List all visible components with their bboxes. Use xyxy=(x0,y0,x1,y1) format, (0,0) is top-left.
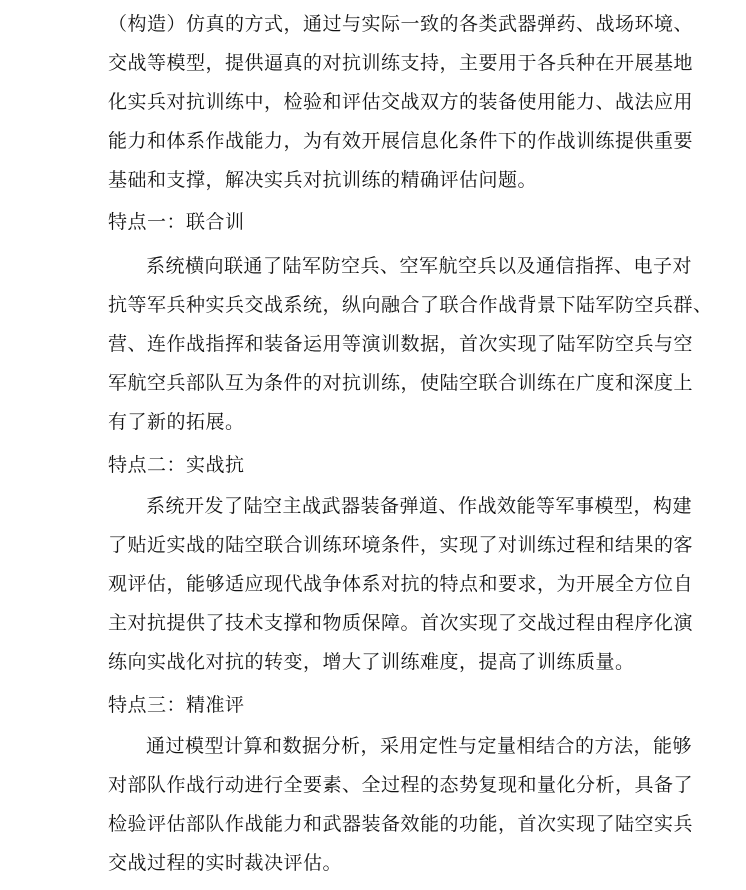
section-3-line: 交战过程的实时裁决评估。 xyxy=(108,852,343,874)
intro-line: 能力和体系作战能力，为有效开展信息化条件下的作战训练提供重要 xyxy=(108,130,694,152)
section-3-line: 检验评估部队作战能力和武器装备效能的功能，首次实现了陆空实兵 xyxy=(108,813,694,835)
section-2-line: 练向实战化对抗的转变，增大了训练难度，提高了训练质量。 xyxy=(108,651,635,673)
section-2-line: 了贴近实战的陆空联合训练环境条件，实现了对训练过程和结果的客 xyxy=(108,534,694,556)
section-1-line: 有了新的拓展。 xyxy=(108,411,245,433)
section-1-line: 抗等军兵种实兵交战系统，纵向融合了联合作战背景下陆军防空兵群、 xyxy=(108,294,713,316)
section-heading-1: 特点一：联合训 xyxy=(108,211,245,233)
intro-line: 化实兵对抗训练中，检验和评估交战双方的装备使用能力、战法应用 xyxy=(108,91,694,113)
section-2-line: 主对抗提供了技术支撑和物质保障。首次实现了交战过程由程序化演 xyxy=(108,612,694,634)
section-3-line: 通过模型计算和数据分析，采用定性与定量相结合的方法，能够 xyxy=(146,735,693,757)
section-3-line: 对部队作战行动进行全要素、全过程的态势复现和量化分析，具备了 xyxy=(108,774,694,796)
intro-line: （构造）仿真的方式，通过与实际一致的各类武器弹药、战场环境、 xyxy=(108,13,694,35)
section-1-line: 军航空兵部队互为条件的对抗训练，使陆空联合训练在广度和深度上 xyxy=(108,372,694,394)
section-2-line: 系统开发了陆空主战武器装备弹道、作战效能等军事模型，构建 xyxy=(146,495,693,517)
section-heading-3: 特点三：精准评 xyxy=(108,694,245,716)
section-2-line: 观评估，能够适应现代战争体系对抗的特点和要求，为开展全方位自 xyxy=(108,573,694,595)
section-1-line: 营、连作战指挥和装备运用等演训数据，首次实现了陆军防空兵与空 xyxy=(108,333,694,355)
intro-line: 基础和支撑，解决实兵对抗训练的精确评估问题。 xyxy=(108,169,538,191)
intro-line: 交战等模型，提供逼真的对抗训练支持，主要用于各兵种在开展基地 xyxy=(108,52,694,74)
section-heading-2: 特点二：实战抗 xyxy=(108,454,245,476)
section-1-line: 系统横向联通了陆军防空兵、空军航空兵以及通信指挥、电子对 xyxy=(146,255,693,277)
